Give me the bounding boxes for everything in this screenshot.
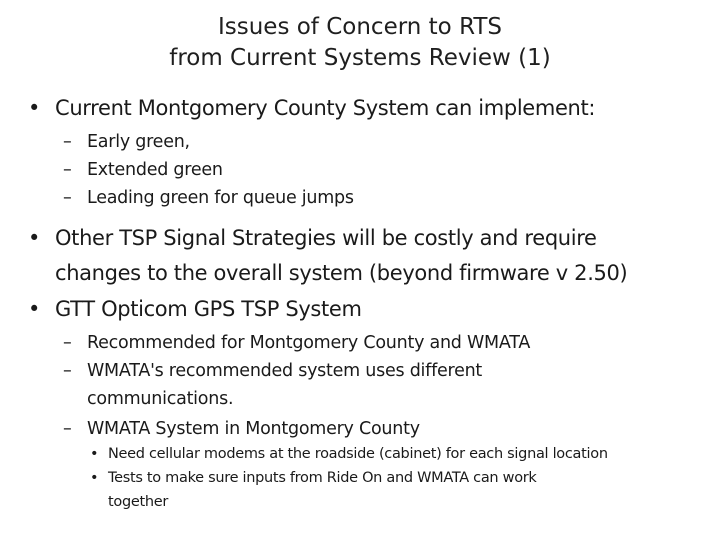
list-item: Early green, [87, 132, 190, 152]
bullet-text-line-1: Other TSP Signal Strategies will be costly and require [55, 226, 597, 250]
dash-icon: – [63, 160, 72, 180]
list-item: Recommended for Montgomery County and WMATA [87, 333, 531, 353]
bullet-text-line-2: changes to the overall system (beyond firmware v 2.50) [55, 261, 628, 285]
bullet-icon: • [28, 297, 41, 321]
title-line-1: Issues of Concern to RTS [217, 14, 503, 40]
list-item: Extended green [87, 160, 223, 180]
dash-icon: – [63, 132, 72, 152]
list-item-line-1: WMATA's recommended system uses different [87, 361, 483, 381]
dash-icon: – [63, 419, 72, 439]
bullet-text: GTT Opticom GPS TSP System [55, 297, 362, 321]
bullet-icon: • [90, 470, 99, 486]
dash-icon: – [63, 361, 72, 381]
dash-icon: – [63, 188, 72, 208]
list-item-line-2: communications. [87, 389, 234, 409]
list-item: Leading green for queue jumps [87, 188, 354, 208]
list-item-line-2: together [108, 494, 169, 510]
list-item: WMATA System in Montgomery County [87, 419, 420, 439]
bullet-icon: • [28, 96, 41, 120]
slide-title [0, 12, 720, 74]
bullet-icon: • [90, 446, 99, 462]
bullet-icon: • [28, 226, 41, 250]
list-item-line-1: Tests to make sure inputs from Ride On and WMATA can work [108, 470, 537, 486]
dash-icon: – [63, 333, 72, 353]
bullet-text: Current Montgomery County System can implement: [55, 96, 596, 120]
list-item: Need cellular modems at the roadside (cabinet) for each signal location [108, 446, 608, 462]
title-line-2: from Current Systems Review (1) [169, 45, 551, 71]
